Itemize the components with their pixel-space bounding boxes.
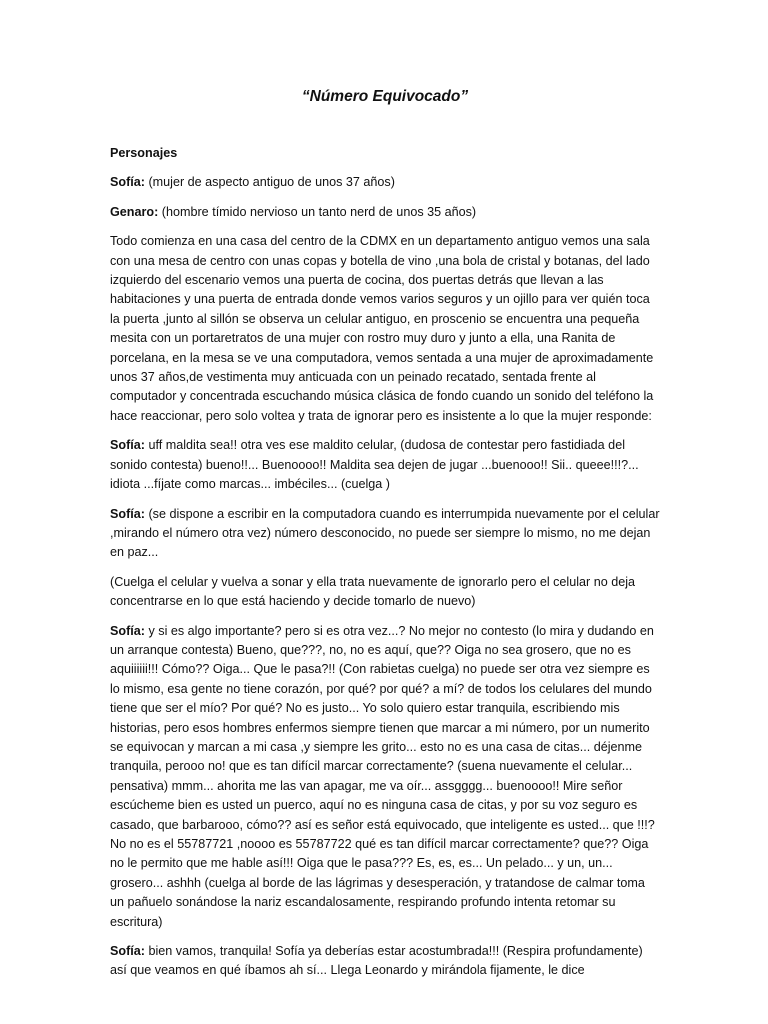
speaker-name: Sofía: — [110, 623, 145, 638]
dialogue-text: bien vamos, tranquila! Sofía ya deberías estar acostumbrada!!! (Respira profundamente) así que veamos en qué íbamos ah sí... Llega Leonardo y mirándola fijamente, le dice — [110, 944, 643, 978]
speaker-name: Sofía: — [110, 944, 145, 959]
dialogue-text: uff maldita sea!! otra ves ese maldito celular, (dudosa de contestar pero fastidiada del sonido contesta) bueno!!... Buenoooo!! Maldita sea dejen de jugar ...buenooo!! Sii.. queee!!!?... idiota ...fíjate como marcas... imbéciles... (cuelga ) — [110, 438, 639, 492]
document-body — [110, 144, 660, 991]
speaker-name: Sofía: — [110, 438, 145, 453]
character-name: Sofía: — [110, 175, 145, 190]
dialogue-text: (se dispone a escribir en la computadora cuando es interrumpida nuevamente por el celular ,mirando el número otra vez) número desconocido, no puede ser siempre lo mismo, no me dejan en paz... — [110, 506, 660, 560]
paragraph-text: (Cuelga el celular y vuelva a sonar y ella trata nuevamente de ignorarlo pero el celular no deja concentrarse en lo que está haciendo y decide tomarlo de nuevo) — [110, 574, 636, 609]
document-page — [110, 0, 660, 1024]
dialogue-paragraph — [110, 505, 660, 563]
speaker-name: Sofía: — [110, 506, 145, 521]
document-title: “Número Equivocado” — [301, 88, 469, 105]
dialogue-paragraph — [110, 942, 660, 981]
dialogue-paragraph — [110, 622, 660, 933]
character-description: (mujer de aspecto antiguo de unos 37 años) — [144, 175, 395, 190]
dialogue-paragraph — [110, 436, 660, 494]
stage-direction-paragraph — [110, 573, 660, 612]
character-name: Genaro: — [110, 204, 159, 219]
section-heading: Personajes — [110, 146, 178, 160]
character-description: (hombre tímido nervioso un tanto nerd de unos 35 años) — [158, 204, 477, 219]
paragraph-text: Todo comienza en una casa del centro de la CDMX en un departamento antiguo vemos una sala con una mesa de centro con unas copas y botella de vino ,una bola de cristal y botanas, del lado izquierdo del escenario vemos una puerta de cocina, dos puertas detrás que llevan a las habitaciones y una puerta de entrada donde vemos varios seguros y un ojillo para ver quién toca la puerta ,junto al sillón se observa un celular antiguo, en proscenio se encuentra una pequeña mesita con un portaretratos de una mujer con rostro muy duro y junto a ella, una Ranita de porcelana, en la mesa se ve una computadora, vemos sentada a una mujer de aproximadamente unos 37 años,de vestimenta muy anticuada con un peinado recatado, sentada frente al computador y concentrada escuchando música clásica de fondo cuando un sonido del teléfono la hace reaccionar, pero solo voltea y trata de ignorar pero es insistente a lo que la mujer responde: — [110, 234, 654, 423]
dialogue-text: y si es algo importante? pero si es otra vez...? No mejor no contesto (lo mira y dudando en un arranque contesta) Bueno, que???, no, no es aquí, que?? Oiga no sea grosero, que no es aquiiiiii!!! Cómo?? Oiga... Que le pasa?!! (Con rabietas cuelga) no puede ser otra vez siempre es lo mismo, esa gente no tiene corazón, por qué? por qué? a mí? de todos los celulares del mundo tiene que ser el mío? Por qué? No es justo... Yo solo quiero estar tranquila, escribiendo mis historias, pero esos hombres enfermos siempre tienen que marcar a mi número, por un numerito se equivocan y marcan a mi casa ,y siempre les grito... esto no es una casa de citas... déjenme tranquila, perooo no! que es tan difícil marcar correctamente? (suena nuevamente el celular... pensativa) mmm... ahorita me las van apagar, me va oír... assgggg... buenoooo!! Mire señor escúcheme bien es usted un puerco, aquí no es ninguna casa de citas, y por su voz seguro es casado, que barbarooo, cómo?? así es señor está equivocado, que inteligente es usted... que !!!? No no es el 55787721 ,noooo es 55787722 qué es tan difícil marcar correctamente? que?? Oiga no le permito que me hable así!!! Oiga que le pasa??? Es, es, es... Un pelado... y un, un... grosero... ashhh (cuelga al borde de las lágrimas y desesperación, y tratandose de calmar toma un pañuelo sonándose la nariz escandalosamente, respirando profundo intenta retomar su escritura) — [110, 623, 655, 929]
character-entry — [110, 203, 660, 222]
character-entry — [110, 173, 660, 192]
stage-direction-paragraph — [110, 232, 660, 426]
